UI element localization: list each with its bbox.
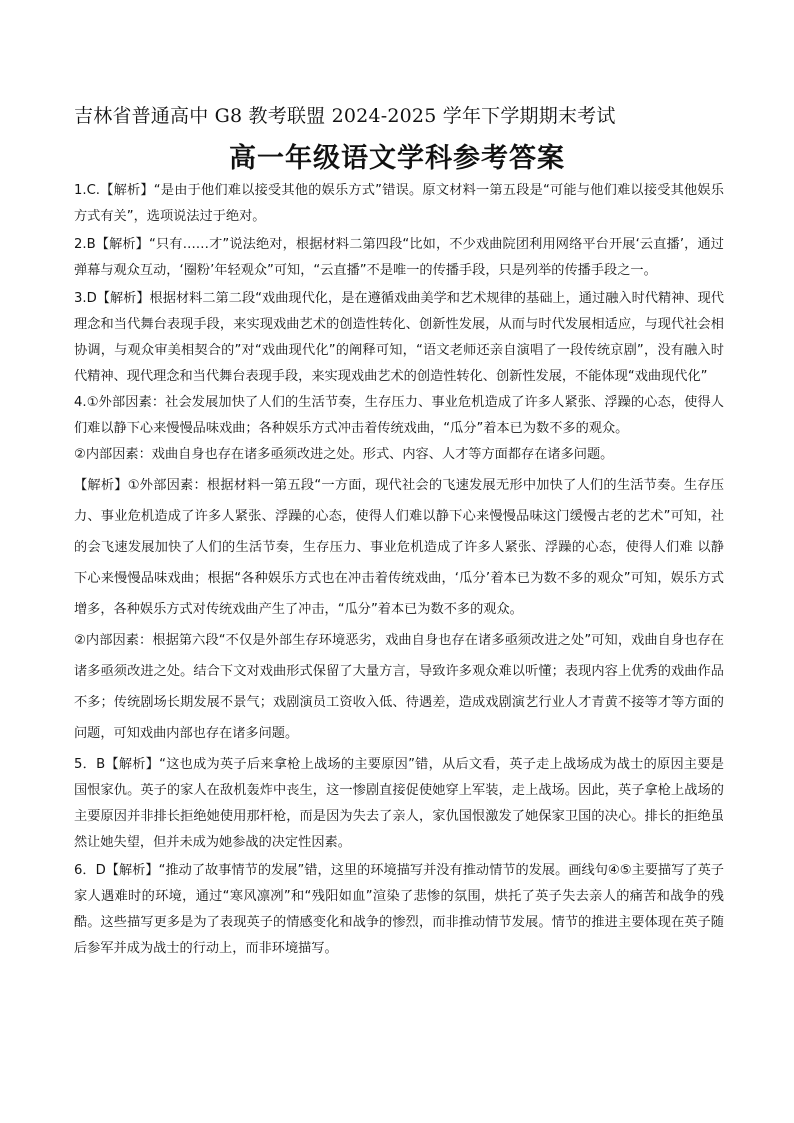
- answer-q5: 5．B【解析】“这也成为英子后来拿枪上战场的主要原因”错，从后文看，英子走上战场成为战士的原因主要是国恨家仇。英子的家人在敌机轰炸中丧生，这一惨剧直接促使她穿上军装，走上战场。因此，英子拿枪上战场的主要原因并非排长拒绝她使用那杆枪，而是因为失去了亲人，家仇国恨激发了她保家卫国的决心。排长的拒绝虽然让她失望，但并未成为她参战的决定性因素。: [74, 757, 724, 850]
- answer-q4-point-1: 4.①外部因素：社会发展加快了人们的生活节奏，生存压力、事业危机造成了许多人紧张、浮躁的心态，使得人们难以静下心来慢慢品味戏曲；各种娱乐方式冲击着传统戏曲，“瓜分”着本已为数不多的观众。: [74, 395, 724, 436]
- answer-content: [74, 178, 724, 962]
- exam-title: 吉林省普通高中 G8 教考联盟 2024-2025 学年下学期期末考试: [74, 105, 616, 127]
- answer-q6: 6．D【解析】“推动了故事情节的发展”错，这里的环境描写并没有推动情节的发展。画线句④⑤主要描写了英子家人遇难时的环境，通过“寒风凛冽”和“残阳如血”渲染了悲惨的氛围，烘托了英子失去亲人的痛苦和战争的残酷。这些描写更多是为了表现英子的情感变化和战争的惨烈，而非推动情节发展。情节的推进主要体现在英子随后参军并成为战士的行动上，而非环境描写。: [74, 863, 724, 956]
- answer-key-title: 高一年级语文学科参考答案: [229, 143, 565, 174]
- answer-q2: 2.B【解析】“只有……才”说法绝对，根据材料二第四段“比如，不少戏曲院团利用网络平台开展‘云直播’，通过弹幕与观众互动，‘圈粉’年轻观众”可知，“云直播”不是唯一的传播手段，只是列举的传播手段之一。: [74, 237, 724, 278]
- answer-q1: 1.C.【解析】“是由于他们难以接受其他的娱乐方式”错误。原文材料一第五段是“可能与他们难以接受其他娱乐方式有关”，选项说法过于绝对。: [74, 183, 724, 224]
- answer-q4-point-2: ②内部因素：戏曲自身也存在诸多亟须改进之处。形式、内容、人才等方面都存在诸多问题。: [74, 447, 614, 462]
- answer-q3: 3.D【解析】根据材料二第二段“戏曲现代化，是在遵循戏曲美学和艺术规律的基础上，通过融入时代精神、现代理念和当代舞台表现手段，来实现戏曲艺术的创造性转化、创新性发展，从而与时代发展相适应，与现代社会相协调，与观众审美相契合的”对“戏曲现代化”的阐释可知，“语文老师还亲自演唱了一段传统京剧”，没有融入时代精神、现代理念和当代舞台表现手段，来实现戏曲艺术的创造性转化、创新性发展，不能体现“戏曲现代化”: [74, 291, 724, 384]
- analysis-q4-part-2: ②内部因素：根据第六段“不仅是外部生存环境恶劣，戏曲自身也存在诸多亟须改进之处”可知，戏曲自身也存在诸多亟须改进之处。结合下文对戏曲形式保留了大量方言，导致许多观众难以听懂；表现内容上优秀的戏曲作品不多；传统剧场长期发展不景气；戏剧演员工资收入低、待遇差，造成戏剧演艺行业人才青黄不接等才等方面的问题，可知戏曲内部也存在诸多问题。: [74, 633, 724, 741]
- analysis-q4-part-1: 【解析】①外部因素：根据材料一第五段“一方面，现代社会的飞速发展无形中加快了人们的生活节奏。生存压力、事业危机造成了许多人紧张、浮躁的心态，使得人们难以静下心来慢慢品味这门缓慢古老的艺术”可知，社的会飞速发展加快了人们的生活节奏，生存压力、事业危机造成了许多人紧张、浮躁的心态，使得人们难 以静下心来慢慢品味戏曲；根据“各种娱乐方式也在冲击着传统戏曲，‘瓜分’着本已为数不多的观众”可知，娱乐方式增多，各种娱乐方式对传统戏曲产生了冲击，“瓜分”着本已为数不多的观众。: [74, 478, 724, 617]
